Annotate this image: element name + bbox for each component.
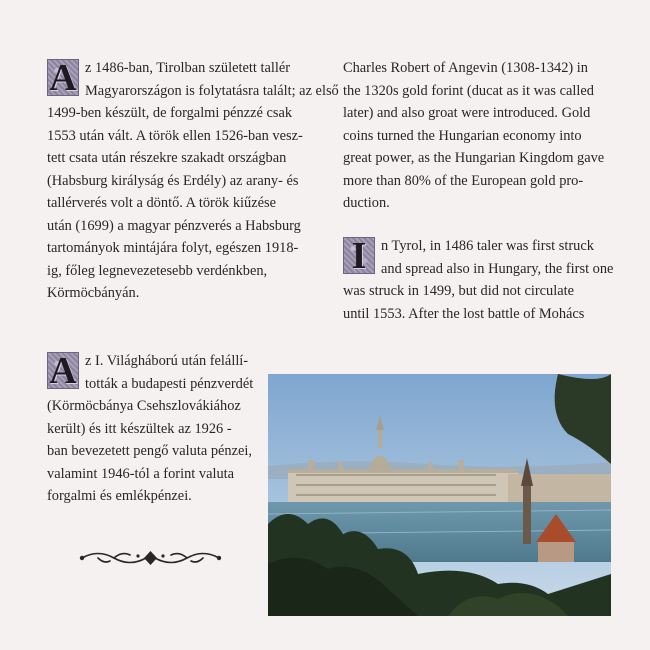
text-line: 1499-ben készült, de forgalmi pénzzé csak [47, 105, 293, 121]
text-line: until 1553. After the lost battle of Mohács [343, 305, 585, 322]
text-line: n Tyrol, in 1486 taler was first struck [381, 238, 594, 254]
text-line: került) és itt készültek az 1926 - [47, 420, 232, 437]
text-line: Magyarországon is folytatásra talált; az első [85, 82, 339, 99]
text-line: ig, főleg legnevezetesebb verdénkben, [47, 262, 268, 279]
english-paragraph-top [343, 57, 616, 215]
hungarian-paragraph-top [47, 56, 339, 305]
text-line: tallérverés volt a döntő. A török kiűzése [47, 195, 276, 211]
text-line: duction. [343, 195, 390, 211]
text-line: valamint 1946-tól a forint valuta [47, 465, 235, 482]
text-line: forgalmi és emlékpénzei. [47, 488, 192, 504]
text-line: more than 80% of the European gold pro- [343, 172, 584, 189]
text-line: coins turned the Hungarian economy into [343, 127, 582, 144]
text-line: z 1486-ban, Tirolban született tallér [85, 60, 291, 76]
text-line: was struck in 1499, but did not circulate [343, 283, 575, 299]
text-line: 1553 után vált. A török ellen 1526-ban vesz- [47, 127, 303, 144]
text-line: great power, as the Hungarian Kingdom gave [343, 150, 605, 166]
hungarian-paragraph-bottom [47, 350, 257, 508]
dropcap-a-top: A [47, 59, 79, 96]
text-line: tották a budapesti pénzverdét [85, 375, 254, 392]
text-line: (Körmöcbánya Csehszlovákiához [47, 398, 241, 414]
budapest-parliament-photo [268, 374, 611, 616]
text-line: z I. Világháború után felállí- [85, 353, 249, 369]
dropcap-a-bottom: A [47, 352, 79, 389]
english-paragraph-middle [343, 235, 616, 325]
text-line: the 1320s gold forint (ducat as it was called [343, 82, 594, 99]
text-line: Körmöcbányán. [47, 285, 140, 301]
text-line: (Habsburg királyság és Erdély) az arany- és [47, 172, 299, 189]
text-line: and spread also in Hungary, the first one [381, 260, 614, 277]
text-line: ban bevezetett pengő valuta pénzei, [47, 443, 252, 459]
text-line: later) and also groat were introduced. Gold [343, 105, 591, 121]
text-line: Charles Robert of Angevin (1308-1342) in [343, 60, 588, 76]
text-line: után (1699) a magyar pénzverés a Habsburg [47, 217, 301, 234]
text-line: tartományok mintájára folyt, egészen 1918- [47, 240, 299, 256]
text-line: tett csata után részekre szakadt országban [47, 150, 287, 166]
ornament-divider-icon [78, 545, 223, 571]
dropcap-i: I [343, 237, 375, 274]
